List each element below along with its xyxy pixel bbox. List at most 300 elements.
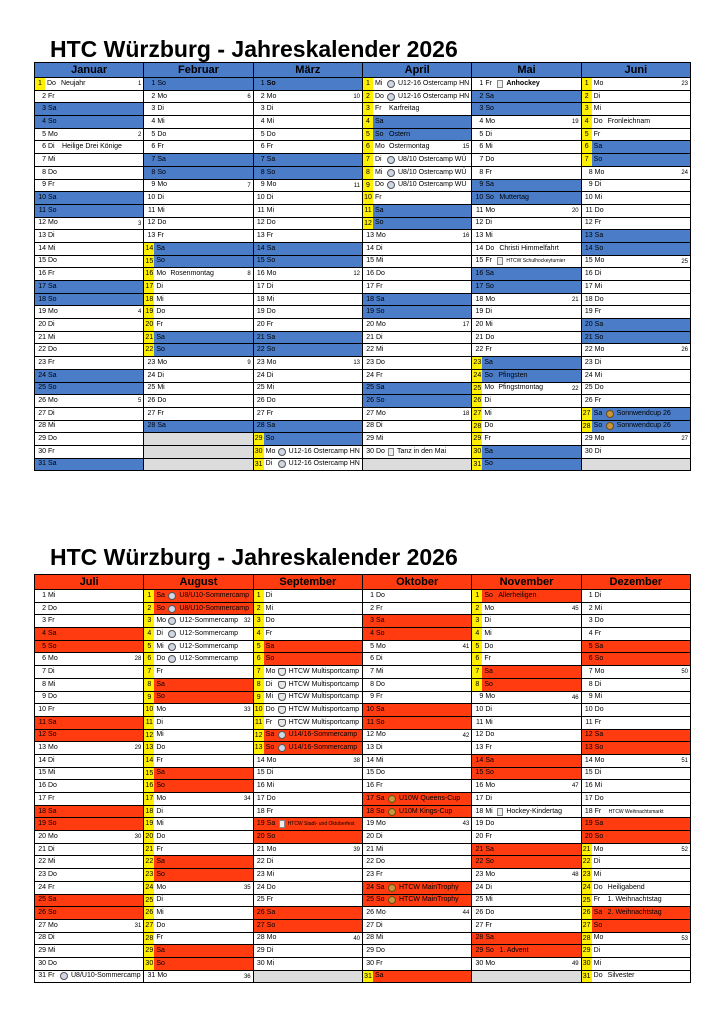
day-number: 29: [256, 947, 265, 955]
weekday-label: Mo: [48, 219, 58, 227]
weekday-label: Fr: [593, 130, 601, 138]
day-cell: [35, 933, 144, 946]
day-number: 28: [475, 934, 484, 942]
weekday-label: So: [484, 371, 493, 379]
day-cell: [35, 446, 144, 459]
day-number: 1: [260, 79, 265, 87]
weekday-label: Mo: [48, 308, 58, 316]
day-number: 22: [475, 858, 484, 866]
day-cell: [582, 129, 691, 142]
day-cell: [144, 907, 253, 920]
event-label: Anhockey: [506, 79, 540, 87]
day-number: 10: [144, 704, 154, 716]
week-number: 7: [247, 182, 251, 189]
day-cell: [144, 332, 253, 345]
weekday-label: Fr: [156, 934, 163, 942]
day-cell: [35, 154, 144, 167]
day-cell: [582, 281, 691, 294]
day-cell: [254, 357, 363, 370]
day-cell: [254, 907, 363, 920]
day-number: 10: [147, 194, 156, 202]
month-header-juni: Juni: [582, 63, 691, 78]
weekday-label: Di: [156, 629, 163, 637]
club-logo-icon: [278, 460, 286, 468]
day-cell: [472, 895, 581, 908]
day-cell: [363, 294, 472, 307]
day-cell: [582, 383, 691, 396]
weekday-label: Mo: [594, 346, 605, 354]
day-number: 15: [475, 769, 484, 777]
weekday-label: Mi: [485, 143, 493, 151]
day-cell: [582, 103, 691, 116]
event-label: HTCW Stadt- und Oktoberfest: [287, 821, 355, 828]
weekday-label: Sa: [593, 409, 603, 417]
day-cell: [582, 192, 691, 205]
weekday-label: Sa: [594, 820, 604, 828]
weekday-label: Di: [485, 219, 492, 227]
event-label: HTCW MainTrophy: [399, 883, 459, 891]
weekday-label: Sa: [48, 460, 57, 468]
weekday-label: So: [48, 642, 57, 650]
day-cell: [582, 141, 691, 154]
day-cell: [363, 383, 472, 396]
day-cell: [472, 590, 581, 603]
day-cell: [254, 780, 363, 793]
weekday-label: So: [376, 896, 385, 904]
empty-day-cell: [144, 446, 253, 459]
weekday-label: Mo: [485, 117, 496, 125]
weekday-label: Mi: [48, 155, 56, 163]
week-number: 10: [353, 93, 360, 100]
event-label: U8/10 Ostercamp WÜ: [398, 181, 467, 189]
day-cell: [582, 933, 691, 946]
event-label: U12-16 Ostercamp HN: [288, 447, 360, 455]
day-cell: [254, 141, 363, 154]
shield-icon: [278, 681, 286, 689]
weekday-label: So: [157, 79, 166, 87]
day-number: 6: [363, 141, 373, 153]
day-number: 6: [588, 655, 593, 663]
day-number: 8: [472, 679, 482, 691]
day-number: 3: [582, 103, 592, 115]
day-cell: [582, 357, 691, 370]
day-number: 4: [582, 116, 592, 128]
week-number: 12: [353, 271, 360, 278]
day-cell: [363, 895, 472, 908]
day-cell: [472, 319, 581, 332]
day-number: 19: [366, 820, 374, 828]
weekday-label: Di: [266, 105, 274, 113]
weekday-label: Mo: [156, 270, 167, 278]
day-number: 25: [582, 895, 592, 907]
calendar-title-top: HTC Würzburg - Jahreskalender 2026: [50, 36, 458, 62]
weekday-label: Sa: [156, 947, 165, 955]
day-cell: [472, 755, 581, 768]
weekday-label: Mi: [485, 320, 493, 328]
day-cell: [35, 256, 144, 269]
day-cell: [144, 205, 253, 218]
day-cell: [35, 357, 144, 370]
weekday-label: Do: [157, 397, 167, 405]
day-cell: [472, 294, 581, 307]
weekday-label: Mo: [594, 667, 605, 675]
trophy-icon: [388, 795, 396, 803]
weekday-label: Mi: [376, 667, 384, 675]
weekday-label: Do: [485, 820, 495, 828]
day-number: 19: [475, 820, 484, 828]
day-cell: [582, 421, 691, 434]
weekday-label: Di: [594, 680, 602, 688]
weekday-label: Do: [156, 744, 166, 752]
day-cell: [144, 742, 253, 755]
day-cell: [472, 268, 581, 281]
day-number: 2: [472, 603, 482, 615]
day-number: 4: [472, 628, 482, 640]
day-number: 17: [38, 282, 46, 290]
day-cell: [254, 856, 363, 869]
day-number: 24: [366, 883, 374, 891]
day-cell: [582, 704, 691, 717]
weekday-label: Fr: [485, 168, 492, 176]
day-cell: [144, 78, 253, 91]
weekday-label: Fr: [48, 447, 55, 455]
month-header-oktober: Oktober: [363, 575, 472, 590]
weekday-label: Do: [48, 435, 57, 443]
weekday-label: Di: [266, 858, 274, 866]
day-number: 18: [38, 295, 46, 303]
weekday-label: Sa: [48, 896, 57, 904]
day-number: 3: [144, 615, 154, 627]
day-cell: [472, 882, 581, 895]
week-number: 8: [247, 271, 251, 278]
day-number: 25: [584, 384, 593, 392]
month-header-dezember: Dezember: [582, 575, 691, 590]
weekday-label: Do: [375, 181, 384, 189]
day-number: 19: [584, 308, 593, 316]
week-number: 27: [681, 436, 688, 443]
weekday-label: Mi: [157, 206, 165, 214]
day-number: 17: [584, 282, 593, 290]
day-number: 19: [144, 818, 154, 830]
weekday-label: So: [48, 909, 57, 917]
day-number: 2: [42, 604, 46, 612]
day-number: 5: [151, 130, 156, 138]
day-cell: [254, 869, 363, 882]
day-number: 8: [363, 167, 373, 179]
day-cell: [254, 628, 363, 641]
day-cell: [35, 433, 144, 446]
shield-icon: [278, 706, 286, 714]
week-number: 21: [571, 296, 579, 303]
weekday-label: Sa: [265, 731, 275, 739]
day-number: 12: [366, 731, 374, 739]
day-number: 11: [476, 206, 484, 214]
event-label: Pfingsten: [498, 371, 528, 379]
day-number: 4: [363, 116, 373, 128]
club-logo-icon: [387, 80, 395, 88]
weekday-label: Fr: [376, 782, 383, 790]
day-number: 30: [584, 447, 593, 455]
day-cell: [35, 91, 144, 104]
day-number: 17: [366, 282, 374, 290]
weekday-label: So: [485, 194, 494, 202]
day-cell: [254, 433, 363, 446]
weekday-label: So: [156, 693, 165, 701]
day-cell: [363, 167, 472, 180]
month-header-januar: Januar: [35, 63, 144, 78]
weekday-label: Di: [375, 155, 382, 163]
day-number: 10: [363, 192, 373, 204]
day-cell: [35, 831, 144, 844]
day-number: 29: [144, 945, 154, 957]
day-cell: [254, 408, 363, 421]
day-cell: [472, 920, 581, 933]
day-number: 15: [366, 769, 374, 777]
weekday-label: Sa: [485, 756, 494, 764]
day-cell: [35, 230, 144, 243]
shield-icon: [278, 719, 286, 727]
weekday-label: So: [156, 346, 165, 354]
event-label: U12-Sommercamp: [179, 642, 239, 650]
day-number: 6: [42, 655, 46, 663]
day-number: 23: [256, 358, 265, 366]
day-cell: [582, 679, 691, 692]
event-label: Tanz in den Mai: [397, 447, 447, 455]
day-number: 12: [144, 730, 154, 742]
day-number: 12: [38, 219, 46, 227]
day-cell: [582, 768, 691, 781]
weekday-label: Do: [485, 731, 495, 739]
day-cell: [472, 768, 581, 781]
day-cell: [35, 218, 144, 231]
day-number: 11: [257, 206, 265, 214]
day-cell: [472, 129, 581, 142]
day-cell: [472, 933, 581, 946]
day-cell: [363, 446, 472, 459]
weekday-label: Do: [484, 422, 494, 430]
day-cell: [254, 319, 363, 332]
day-cell: [35, 370, 144, 383]
day-cell: [582, 306, 691, 319]
month-header-november: November: [472, 575, 581, 590]
day-number: 24: [256, 883, 265, 891]
day-number: 2: [42, 92, 46, 100]
weekday-label: Fr: [266, 232, 274, 240]
weekday-label: Sa: [594, 320, 604, 328]
day-cell: [35, 408, 144, 421]
day-cell: [35, 641, 144, 654]
weekday-label: Do: [265, 617, 275, 625]
event-flag-icon: [388, 448, 394, 456]
weekday-label: Do: [485, 244, 495, 252]
day-number: 8: [42, 168, 46, 176]
day-cell: [582, 116, 691, 129]
day-number: 11: [148, 206, 156, 214]
trophy-icon: [388, 896, 396, 904]
weekday-label: Mo: [594, 257, 605, 265]
weekday-label: Sa: [485, 934, 494, 942]
day-cell: [363, 717, 472, 730]
week-number: 6: [247, 93, 251, 100]
day-cell: [144, 895, 253, 908]
day-number: 23: [472, 357, 482, 369]
weekday-label: Do: [376, 769, 385, 777]
day-cell: [363, 180, 472, 193]
weekday-label: Sa: [156, 333, 165, 341]
weekday-label: So: [48, 206, 57, 214]
weekday-label: So: [594, 832, 604, 840]
day-cell: [472, 780, 581, 793]
weekday-label: Di: [265, 460, 273, 468]
weekday-label: Di: [266, 947, 274, 955]
weekday-label: Do: [266, 219, 276, 227]
day-number: 18: [475, 807, 484, 815]
weekday-label: Mi: [157, 117, 165, 125]
day-number: 24: [38, 883, 46, 891]
day-cell: [472, 958, 581, 971]
day-cell: [363, 653, 472, 666]
event-flag-icon: [497, 80, 503, 88]
day-cell: [363, 332, 472, 345]
day-cell: [582, 628, 691, 641]
day-cell: [144, 294, 253, 307]
day-cell: [144, 704, 253, 717]
event-label: Fronleichnam: [607, 117, 651, 125]
day-cell: [144, 730, 253, 743]
week-number: 23: [681, 81, 688, 87]
day-cell: [363, 831, 472, 844]
day-cell: [363, 945, 472, 958]
weekday-label: Di: [156, 896, 163, 904]
day-cell: [254, 192, 363, 205]
day-cell: [363, 920, 472, 933]
week-number: 46: [571, 694, 579, 701]
week-number: 36: [243, 973, 251, 980]
day-cell: [35, 243, 144, 256]
day-number: 22: [475, 346, 484, 354]
day-cell: [363, 421, 472, 434]
day-cell: [254, 933, 363, 946]
weekday-label: Sa: [48, 371, 57, 379]
day-cell: [35, 679, 144, 692]
day-number: 21: [582, 844, 592, 856]
weekday-label: Fr: [594, 397, 602, 405]
day-cell: [254, 742, 363, 755]
week-number: 26: [681, 347, 688, 354]
event-flag-icon: [497, 808, 503, 816]
day-number: 27: [582, 408, 592, 420]
weekday-label: Do: [485, 909, 495, 917]
day-cell: [363, 357, 472, 370]
day-number: 15: [366, 257, 374, 265]
weekday-label: Sa: [484, 358, 493, 366]
day-cell: [363, 780, 472, 793]
day-number: 20: [366, 832, 374, 840]
weekday-label: Mo: [485, 959, 496, 967]
day-number: 30: [254, 446, 264, 458]
weekday-label: Mi: [48, 769, 56, 777]
weekday-label: Mo: [376, 320, 386, 328]
weekday-label: So: [265, 435, 275, 443]
week-number: 9: [247, 360, 251, 367]
weekday-label: Mo: [485, 206, 496, 214]
day-number: 23: [584, 358, 593, 366]
day-number: 17: [38, 794, 46, 802]
day-cell: [144, 818, 253, 831]
day-number: 3: [363, 103, 373, 115]
week-number: 15: [462, 144, 470, 151]
month-header-august: August: [144, 575, 253, 590]
day-cell: [582, 717, 691, 730]
day-number: 11: [38, 718, 46, 726]
event-label: U12-Sommercamp: [179, 617, 239, 625]
weekday-label: Mi: [48, 333, 56, 341]
day-number: 23: [38, 358, 46, 366]
week-number: 53: [681, 935, 688, 942]
day-cell: [35, 856, 144, 869]
week-number: 24: [681, 169, 688, 176]
event-label: 1. Advent: [499, 947, 529, 955]
day-number: 27: [256, 921, 265, 929]
weekday-label: Mi: [376, 435, 384, 443]
day-cell: [254, 78, 363, 91]
weekday-label: So: [156, 782, 165, 790]
day-number: 7: [254, 666, 264, 678]
shield-icon: [278, 668, 286, 676]
weekday-label: Fr: [266, 896, 274, 904]
weekday-label: Mo: [48, 832, 58, 840]
day-cell: [363, 628, 472, 641]
day-number: 4: [42, 629, 46, 637]
day-number: 9: [42, 181, 46, 189]
weekday-label: Di: [376, 244, 383, 252]
day-cell: [472, 717, 581, 730]
weekday-label: Do: [48, 693, 57, 701]
weekday-label: Di: [593, 858, 601, 866]
weekday-label: Sa: [375, 117, 384, 125]
day-number: 10: [584, 194, 593, 202]
weekday-label: Mo: [48, 921, 58, 929]
event-label: HTCW MainTrophy: [399, 896, 459, 904]
day-number: 3: [260, 105, 265, 113]
day-number: 28: [366, 422, 374, 430]
week-number: 49: [571, 960, 579, 967]
weekday-label: Fr: [484, 435, 491, 443]
day-number: 8: [144, 679, 154, 691]
day-number: 30: [472, 446, 482, 458]
day-cell: [35, 141, 144, 154]
weekday-label: Mo: [157, 972, 168, 980]
day-cell: [363, 768, 472, 781]
calendar-grid: [34, 78, 691, 471]
day-cell: [35, 742, 144, 755]
day-cell: [144, 856, 253, 869]
month-header-februar: Februar: [144, 63, 253, 78]
weekday-label: Mo: [593, 79, 604, 87]
day-number: 1: [151, 79, 156, 87]
day-cell: [144, 603, 253, 616]
day-number: 21: [256, 845, 265, 853]
day-cell: [254, 395, 363, 408]
day-cell: [144, 243, 253, 256]
day-number: 22: [38, 858, 46, 866]
weekday-label: Di: [156, 718, 163, 726]
day-number: 28: [582, 933, 592, 945]
day-cell: [144, 780, 253, 793]
day-number: 30: [366, 447, 374, 455]
weekday-label: Mi: [594, 693, 603, 701]
weekday-label: So: [265, 655, 275, 663]
